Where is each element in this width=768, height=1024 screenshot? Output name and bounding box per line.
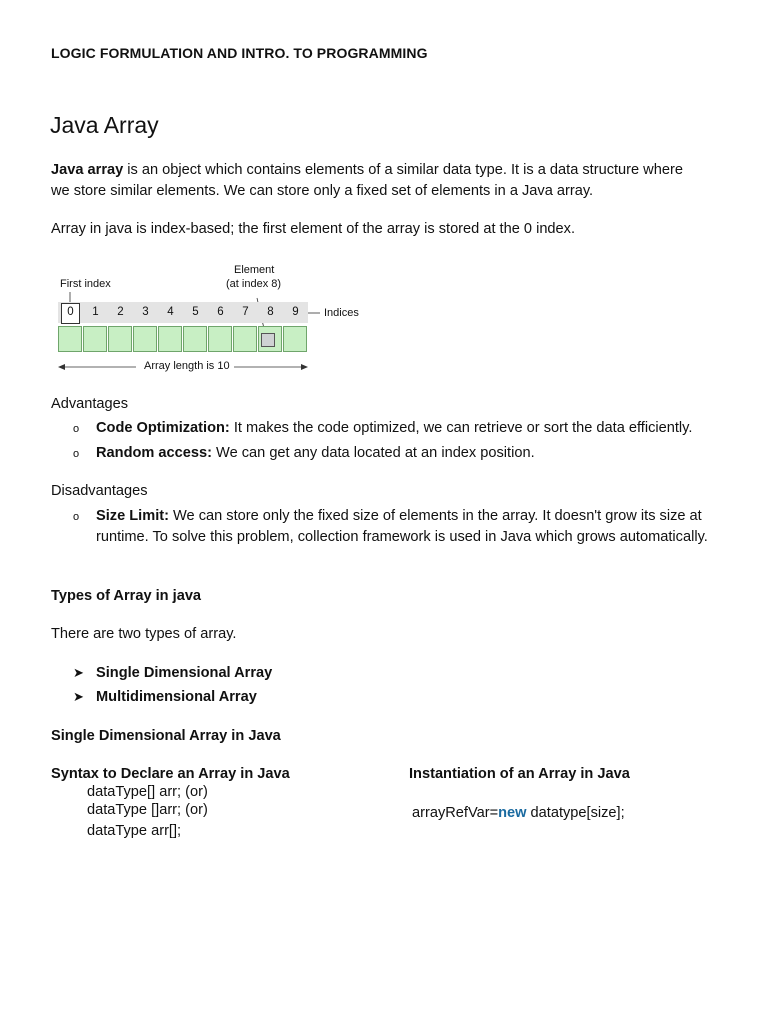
array-length-label: Array length is 10 (144, 360, 230, 372)
advantage-term: Code Optimization: (96, 420, 230, 436)
element-label-line2: (at index 8) (226, 278, 282, 290)
circle-bullet: o (73, 511, 80, 523)
type-name: Single Dimensional Array (96, 665, 273, 681)
code-prefix: arrayRefVar= (412, 805, 499, 821)
instantiation-code (412, 804, 625, 823)
index-label: 1 (92, 306, 99, 318)
advantage-term: Random access: (96, 445, 212, 461)
index-based-paragraph: Array in java is index-based; the first element of the array is stored at the 0 index. (51, 221, 576, 237)
index-label: 6 (217, 306, 224, 318)
code-keyword-new: new (498, 805, 527, 821)
intro-line1-rest: is an object which contains elements of a similar data type. It is a data structure where (123, 162, 683, 178)
syntax-line: dataType[] arr; (or) (87, 784, 208, 800)
length-arrowhead-left (58, 364, 65, 370)
array-cell (233, 326, 257, 352)
array-cell (283, 326, 307, 352)
index-label: 2 (117, 306, 124, 318)
advantages-heading: Advantages (51, 396, 129, 412)
index-label: 9 (292, 306, 299, 318)
array-cell (58, 326, 82, 352)
advantage-desc: We can get any data located at an index position. (212, 445, 535, 461)
disadvantage-term: Size Limit: (96, 508, 169, 524)
type-name: Multidimensional Array (96, 689, 257, 705)
index-label: 8 (267, 306, 274, 318)
syntax-heading: Syntax to Declare an Array in Java (51, 766, 290, 782)
types-heading: Types of Array in java (51, 588, 202, 604)
array-cell (83, 326, 107, 352)
advantage-desc: It makes the code optimized, we can retrieve or sort the data efficiently. (229, 420, 693, 436)
code-suffix: datatype[size]; (526, 805, 625, 821)
array-cell (158, 326, 182, 352)
index-label: 7 (242, 306, 249, 318)
single-dim-heading: Single Dimensional Array in Java (51, 728, 281, 744)
index-label: 3 (142, 306, 149, 318)
syntax-line: dataType []arr; (or) (87, 802, 208, 818)
disadvantage-desc: We can store only the fixed size of elements in the array. It doesn't grow its size at runtime. To solve this problem, collection framework is used in Java which grows automatically. (96, 508, 708, 545)
indices-label: Indices (324, 307, 359, 319)
types-intro: There are two types of array. (51, 626, 237, 642)
circle-bullet: o (73, 448, 80, 460)
circle-bullet: o (73, 423, 80, 435)
index-label: 4 (167, 306, 174, 318)
intro-bold-term: Java array (51, 162, 124, 178)
arrow-bullet-icon: ➤ (73, 665, 84, 680)
array-cell (108, 326, 132, 352)
instantiation-heading: Instantiation of an Array in Java (409, 766, 630, 782)
index-label: 5 (192, 306, 199, 318)
array-cell (208, 326, 232, 352)
disadvantages-heading: Disadvantages (51, 483, 148, 499)
array-cell (183, 326, 207, 352)
selected-element-marker (261, 333, 275, 347)
array-diagram (56, 262, 376, 377)
element-label-line1: Element (234, 264, 275, 276)
first-index-label: First index (60, 278, 111, 290)
page-title: Java Array (50, 112, 159, 138)
intro-line2: we store similar elements. We can store only a fixed set of elements in a Java array. (51, 182, 594, 199)
intro-paragraph (51, 160, 741, 201)
arrow-bullet-icon: ➤ (73, 689, 84, 704)
length-arrowhead-right (301, 364, 308, 370)
course-header: LOGIC FORMULATION AND INTRO. TO PROGRAMMING (51, 45, 428, 61)
syntax-line: dataType arr[]; (87, 823, 182, 839)
array-cell (133, 326, 157, 352)
index-label: 0 (67, 306, 74, 318)
